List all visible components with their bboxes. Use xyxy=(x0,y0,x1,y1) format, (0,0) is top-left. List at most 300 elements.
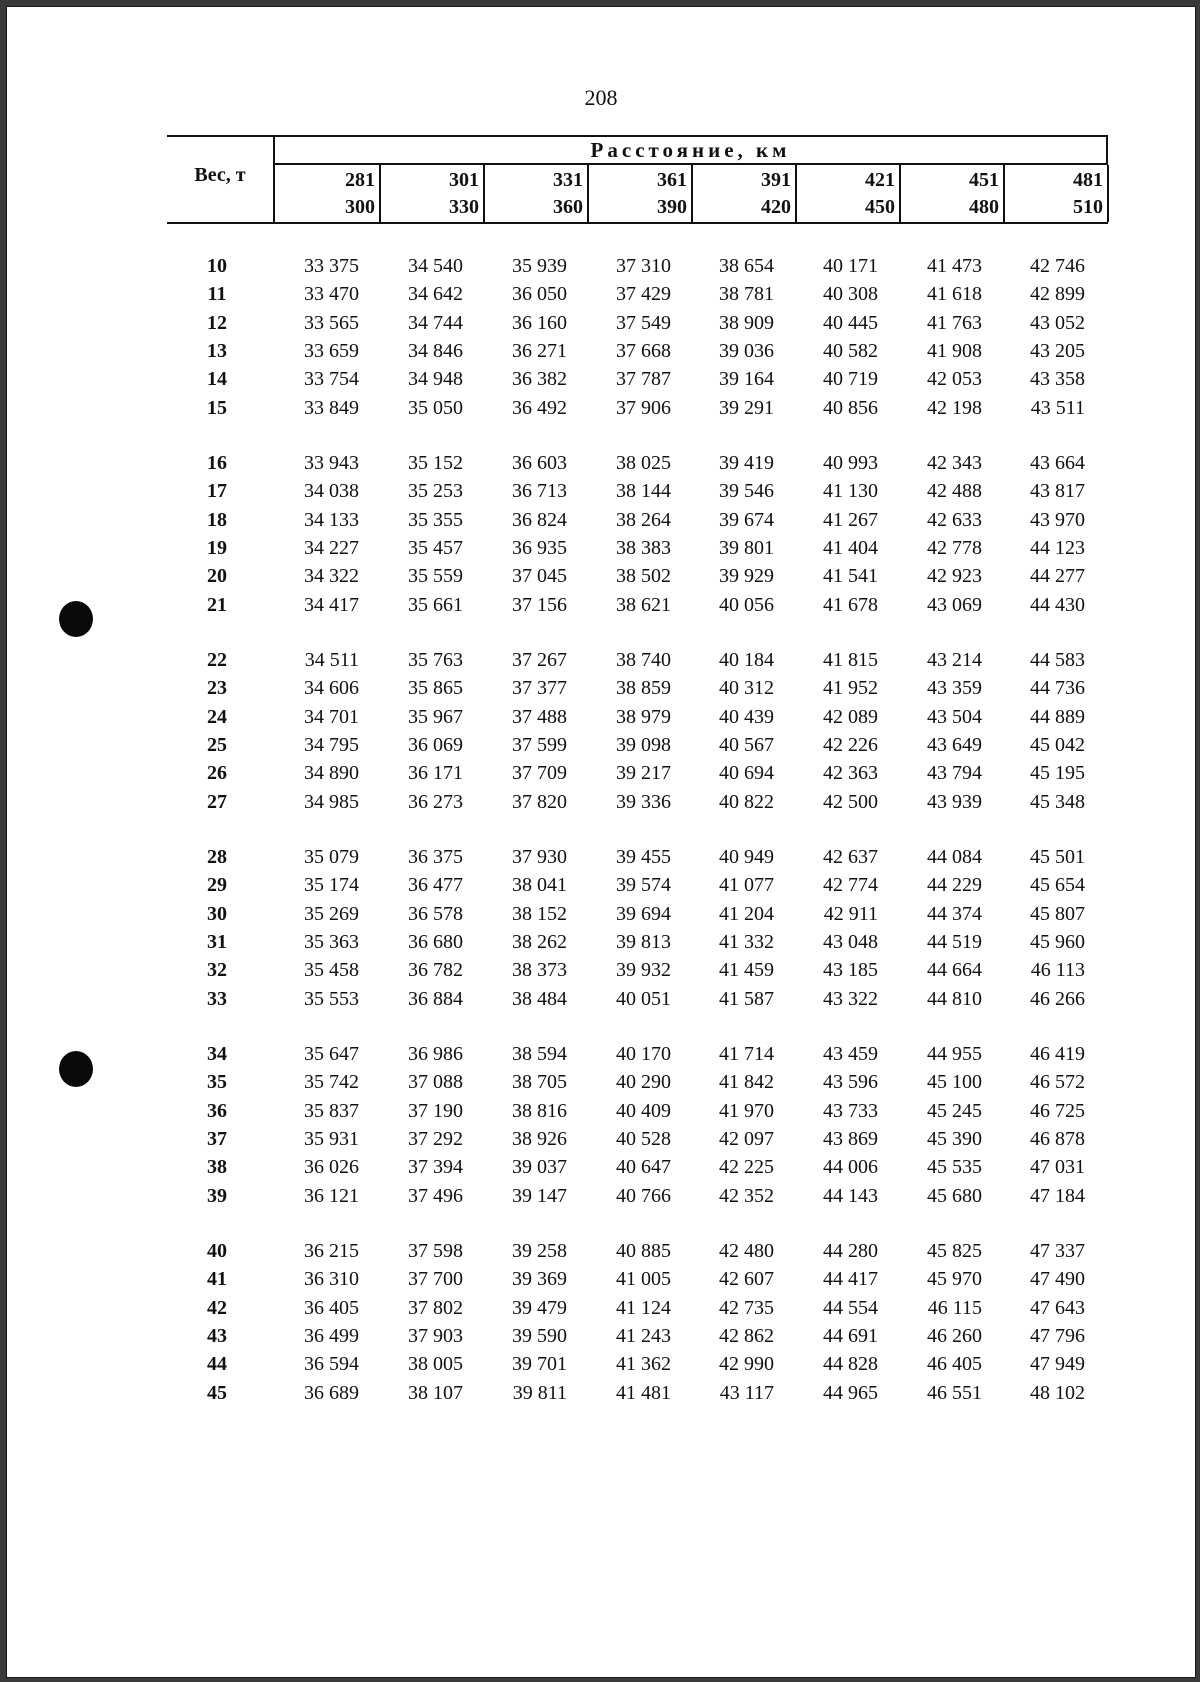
table-row xyxy=(7,283,1195,310)
value-cell: 37 802 xyxy=(408,1296,463,1319)
value-cell: 45 825 xyxy=(927,1240,982,1262)
value-cell: 36 171 xyxy=(408,762,463,785)
value-cell: 38 781 xyxy=(719,283,774,306)
table-row xyxy=(7,931,1195,958)
value-cell: 38 502 xyxy=(616,565,671,588)
value-cell: 39 694 xyxy=(616,902,671,925)
value-cell: 36 594 xyxy=(304,1353,359,1376)
value-cell: 37 709 xyxy=(512,762,567,785)
value-cell: 36 405 xyxy=(304,1296,359,1319)
value-cell: 35 647 xyxy=(304,1043,359,1065)
value-cell: 38 005 xyxy=(408,1353,463,1376)
value-cell: 36 382 xyxy=(512,368,567,391)
value-cell: 42 500 xyxy=(823,790,878,813)
table-row xyxy=(7,649,1195,676)
value-cell: 36 603 xyxy=(512,452,567,474)
value-cell: 42 089 xyxy=(823,705,878,728)
value-cell: 41 618 xyxy=(927,283,982,306)
value-cell: 38 041 xyxy=(512,874,567,897)
value-cell: 38 373 xyxy=(512,959,567,982)
table-row xyxy=(7,1128,1195,1155)
value-cell: 34 701 xyxy=(304,705,359,728)
weight-cell: 40 xyxy=(207,1240,227,1262)
value-cell: 40 885 xyxy=(616,1240,671,1262)
value-cell: 43 117 xyxy=(719,1381,774,1404)
weight-cell: 12 xyxy=(207,311,227,334)
range-from: 391 xyxy=(761,169,791,191)
range-to: 450 xyxy=(865,196,895,218)
value-cell: 39 036 xyxy=(719,339,774,362)
value-cell: 39 455 xyxy=(616,846,671,868)
value-cell: 41 481 xyxy=(616,1381,671,1404)
value-cell: 34 890 xyxy=(304,762,359,785)
range-to: 480 xyxy=(969,196,999,218)
value-cell: 44 430 xyxy=(1030,593,1085,616)
value-cell: 41 267 xyxy=(823,508,878,531)
table-row xyxy=(7,677,1195,704)
range-from: 331 xyxy=(553,169,583,191)
table-row xyxy=(7,537,1195,564)
value-cell: 43 939 xyxy=(927,790,982,813)
weight-column-label: Вес, т xyxy=(194,164,246,186)
value-cell: 40 647 xyxy=(616,1156,671,1179)
value-cell: 40 567 xyxy=(719,733,774,756)
value-cell: 41 077 xyxy=(719,874,774,897)
table-row xyxy=(7,1100,1195,1127)
value-cell: 38 654 xyxy=(719,255,774,277)
value-cell: 36 689 xyxy=(304,1381,359,1404)
value-cell: 43 214 xyxy=(927,649,982,671)
value-cell: 45 807 xyxy=(1030,902,1085,925)
value-cell: 36 271 xyxy=(512,339,567,362)
value-cell: 42 352 xyxy=(719,1184,774,1207)
value-cell: 34 985 xyxy=(304,790,359,813)
weight-cell: 18 xyxy=(207,508,227,531)
value-cell: 35 152 xyxy=(408,452,463,474)
value-cell: 41 473 xyxy=(927,255,982,277)
value-cell: 46 878 xyxy=(1030,1127,1085,1150)
value-cell: 47 184 xyxy=(1030,1184,1085,1207)
range-to: 360 xyxy=(553,196,583,218)
value-cell: 41 678 xyxy=(823,593,878,616)
value-cell: 45 195 xyxy=(1030,762,1085,785)
value-cell: 42 607 xyxy=(719,1268,774,1291)
weight-cell: 39 xyxy=(207,1184,227,1207)
value-cell: 37 930 xyxy=(512,846,567,868)
value-cell: 38 484 xyxy=(512,987,567,1010)
value-cell: 38 979 xyxy=(616,705,671,728)
value-cell: 42 911 xyxy=(823,902,878,925)
value-cell: 36 273 xyxy=(408,790,463,813)
value-cell: 36 477 xyxy=(408,874,463,897)
value-cell: 38 383 xyxy=(616,536,671,559)
value-cell: 47 490 xyxy=(1030,1268,1085,1291)
value-cell: 45 960 xyxy=(1030,930,1085,953)
value-cell: 41 842 xyxy=(719,1071,774,1094)
value-cell: 36 026 xyxy=(304,1156,359,1179)
value-cell: 40 445 xyxy=(823,311,878,334)
value-cell: 45 348 xyxy=(1030,790,1085,813)
value-cell: 41 204 xyxy=(719,902,774,925)
value-cell: 38 025 xyxy=(616,452,671,474)
value-cell: 44 554 xyxy=(823,1296,878,1319)
value-cell: 38 152 xyxy=(512,902,567,925)
value-cell: 44 143 xyxy=(823,1184,878,1207)
value-cell: 39 932 xyxy=(616,959,671,982)
value-cell: 35 457 xyxy=(408,536,463,559)
value-cell: 36 160 xyxy=(512,311,567,334)
value-cell: 46 725 xyxy=(1030,1099,1085,1122)
value-cell: 40 171 xyxy=(823,255,878,277)
value-cell: 35 763 xyxy=(408,649,463,671)
table-row xyxy=(7,255,1195,282)
value-cell: 37 820 xyxy=(512,790,567,813)
weight-cell: 31 xyxy=(207,930,227,953)
value-cell: 44 374 xyxy=(927,902,982,925)
weight-cell: 26 xyxy=(207,762,227,785)
value-cell: 42 637 xyxy=(823,846,878,868)
value-cell: 35 939 xyxy=(512,255,567,277)
table-row xyxy=(7,1043,1195,1070)
value-cell: 37 310 xyxy=(616,255,671,277)
table-row xyxy=(7,988,1195,1015)
value-cell: 42 097 xyxy=(719,1127,774,1150)
value-cell: 37 156 xyxy=(512,593,567,616)
range-to: 390 xyxy=(657,196,687,218)
weight-cell: 15 xyxy=(207,396,227,419)
value-cell: 43 817 xyxy=(1030,480,1085,503)
value-cell: 40 439 xyxy=(719,705,774,728)
value-cell: 44 955 xyxy=(927,1043,982,1065)
weight-cell: 25 xyxy=(207,733,227,756)
value-cell: 34 322 xyxy=(304,565,359,588)
value-cell: 39 811 xyxy=(512,1381,567,1404)
value-cell: 40 409 xyxy=(616,1099,671,1122)
value-cell: 39 929 xyxy=(719,565,774,588)
value-cell: 38 144 xyxy=(616,480,671,503)
value-cell: 45 501 xyxy=(1030,846,1085,868)
value-cell: 46 572 xyxy=(1030,1071,1085,1094)
value-cell: 37 598 xyxy=(408,1240,463,1262)
value-cell: 42 862 xyxy=(719,1324,774,1347)
value-cell: 41 459 xyxy=(719,959,774,982)
value-cell: 39 336 xyxy=(616,790,671,813)
table-row xyxy=(7,734,1195,761)
value-cell: 44 123 xyxy=(1030,536,1085,559)
value-cell: 39 701 xyxy=(512,1353,567,1376)
value-cell: 37 787 xyxy=(616,368,671,391)
value-cell: 36 375 xyxy=(408,846,463,868)
value-cell: 41 005 xyxy=(616,1268,671,1291)
table-row xyxy=(7,565,1195,592)
value-cell: 46 113 xyxy=(1030,959,1085,982)
value-cell: 44 965 xyxy=(823,1381,878,1404)
value-cell: 40 766 xyxy=(616,1184,671,1207)
value-cell: 38 816 xyxy=(512,1099,567,1122)
table-row xyxy=(7,397,1195,424)
table-row xyxy=(7,903,1195,930)
table-row xyxy=(7,1297,1195,1324)
weight-cell: 22 xyxy=(207,649,227,671)
weight-cell: 11 xyxy=(207,283,227,306)
value-cell: 37 377 xyxy=(512,677,567,700)
value-cell: 43 052 xyxy=(1030,311,1085,334)
value-cell: 39 164 xyxy=(719,368,774,391)
weight-cell: 10 xyxy=(207,255,227,277)
table-row xyxy=(7,368,1195,395)
value-cell: 46 260 xyxy=(927,1324,982,1347)
weight-cell: 34 xyxy=(207,1043,227,1065)
value-cell: 45 535 xyxy=(927,1156,982,1179)
value-cell: 47 643 xyxy=(1030,1296,1085,1319)
range-from: 481 xyxy=(1073,169,1103,191)
value-cell: 34 606 xyxy=(304,677,359,700)
table-row xyxy=(7,846,1195,873)
document-page xyxy=(6,6,1196,1678)
value-cell: 38 926 xyxy=(512,1127,567,1150)
weight-cell: 33 xyxy=(207,987,227,1010)
value-cell: 37 700 xyxy=(408,1268,463,1291)
value-cell: 41 541 xyxy=(823,565,878,588)
value-cell: 34 948 xyxy=(408,368,463,391)
value-cell: 41 714 xyxy=(719,1043,774,1065)
value-cell: 35 865 xyxy=(408,677,463,700)
value-cell: 44 084 xyxy=(927,846,982,868)
value-cell: 35 269 xyxy=(304,902,359,925)
value-cell: 33 943 xyxy=(304,452,359,474)
value-cell: 40 822 xyxy=(719,790,774,813)
value-cell: 36 215 xyxy=(304,1240,359,1262)
value-cell: 35 050 xyxy=(408,396,463,419)
value-cell: 42 899 xyxy=(1030,283,1085,306)
value-cell: 37 488 xyxy=(512,705,567,728)
value-cell: 41 404 xyxy=(823,536,878,559)
value-cell: 41 763 xyxy=(927,311,982,334)
value-cell: 37 906 xyxy=(616,396,671,419)
value-cell: 43 511 xyxy=(1030,396,1085,419)
value-cell: 41 332 xyxy=(719,930,774,953)
value-cell: 40 051 xyxy=(616,987,671,1010)
value-cell: 43 869 xyxy=(823,1127,878,1150)
value-cell: 43 359 xyxy=(927,677,982,700)
value-cell: 38 621 xyxy=(616,593,671,616)
value-cell: 39 037 xyxy=(512,1156,567,1179)
weight-cell: 17 xyxy=(207,480,227,503)
value-cell: 37 668 xyxy=(616,339,671,362)
value-cell: 40 312 xyxy=(719,677,774,700)
range-to: 330 xyxy=(449,196,479,218)
value-cell: 40 949 xyxy=(719,846,774,868)
value-cell: 39 479 xyxy=(512,1296,567,1319)
table-row xyxy=(7,762,1195,789)
value-cell: 47 796 xyxy=(1030,1324,1085,1347)
value-cell: 34 540 xyxy=(408,255,463,277)
table-row xyxy=(7,1325,1195,1352)
value-cell: 46 266 xyxy=(1030,987,1085,1010)
value-cell: 44 664 xyxy=(927,959,982,982)
value-cell: 43 733 xyxy=(823,1099,878,1122)
value-cell: 40 719 xyxy=(823,368,878,391)
value-cell: 42 198 xyxy=(927,396,982,419)
value-cell: 39 258 xyxy=(512,1240,567,1262)
value-cell: 41 130 xyxy=(823,480,878,503)
value-cell: 40 056 xyxy=(719,593,774,616)
value-cell: 44 889 xyxy=(1030,705,1085,728)
weight-cell: 38 xyxy=(207,1156,227,1179)
weight-cell: 14 xyxy=(207,368,227,391)
value-cell: 42 225 xyxy=(719,1156,774,1179)
table-row xyxy=(7,340,1195,367)
value-cell: 41 952 xyxy=(823,677,878,700)
value-cell: 42 923 xyxy=(927,565,982,588)
value-cell: 34 744 xyxy=(408,311,463,334)
range-to: 510 xyxy=(1073,196,1103,218)
table-row xyxy=(7,1156,1195,1183)
value-cell: 41 362 xyxy=(616,1353,671,1376)
value-cell: 43 794 xyxy=(927,762,982,785)
value-cell: 43 185 xyxy=(823,959,878,982)
distance-header-title: Расстояние, км xyxy=(275,137,1108,165)
value-cell: 37 549 xyxy=(616,311,671,334)
value-cell: 36 499 xyxy=(304,1324,359,1347)
weight-cell: 44 xyxy=(207,1353,227,1376)
table-row xyxy=(7,452,1195,479)
value-cell: 33 659 xyxy=(304,339,359,362)
value-cell: 42 480 xyxy=(719,1240,774,1262)
value-cell: 45 680 xyxy=(927,1184,982,1207)
value-cell: 39 291 xyxy=(719,396,774,419)
value-cell: 44 828 xyxy=(823,1353,878,1376)
value-cell: 42 226 xyxy=(823,733,878,756)
value-cell: 34 511 xyxy=(304,649,359,671)
value-cell: 36 935 xyxy=(512,536,567,559)
value-cell: 43 596 xyxy=(823,1071,878,1094)
value-cell: 42 735 xyxy=(719,1296,774,1319)
value-cell: 35 837 xyxy=(304,1099,359,1122)
value-cell: 35 174 xyxy=(304,874,359,897)
value-cell: 34 227 xyxy=(304,536,359,559)
value-cell: 39 674 xyxy=(719,508,774,531)
value-cell: 33 849 xyxy=(304,396,359,419)
value-cell: 34 642 xyxy=(408,283,463,306)
table-row xyxy=(7,1240,1195,1267)
value-cell: 40 308 xyxy=(823,283,878,306)
value-cell: 43 649 xyxy=(927,733,982,756)
value-cell: 40 290 xyxy=(616,1071,671,1094)
value-cell: 44 229 xyxy=(927,874,982,897)
value-cell: 43 048 xyxy=(823,930,878,953)
tariff-table-body xyxy=(7,7,1195,1677)
value-cell: 39 801 xyxy=(719,536,774,559)
value-cell: 47 337 xyxy=(1030,1240,1085,1262)
value-cell: 39 813 xyxy=(616,930,671,953)
value-cell: 42 053 xyxy=(927,368,982,391)
value-cell: 44 006 xyxy=(823,1156,878,1179)
table-row xyxy=(7,706,1195,733)
value-cell: 38 705 xyxy=(512,1071,567,1094)
table-row xyxy=(7,1071,1195,1098)
weight-cell: 45 xyxy=(207,1381,227,1404)
value-cell: 43 970 xyxy=(1030,508,1085,531)
value-cell: 38 859 xyxy=(616,677,671,700)
value-cell: 38 264 xyxy=(616,508,671,531)
table-row xyxy=(7,959,1195,986)
value-cell: 43 504 xyxy=(927,705,982,728)
value-cell: 36 578 xyxy=(408,902,463,925)
value-cell: 42 488 xyxy=(927,480,982,503)
range-from: 361 xyxy=(657,169,687,191)
value-cell: 44 280 xyxy=(823,1240,878,1262)
weight-cell: 37 xyxy=(207,1127,227,1150)
value-cell: 48 102 xyxy=(1030,1381,1085,1404)
weight-cell: 28 xyxy=(207,846,227,868)
value-cell: 39 590 xyxy=(512,1324,567,1347)
value-cell: 37 190 xyxy=(408,1099,463,1122)
table-row xyxy=(7,1353,1195,1380)
value-cell: 41 970 xyxy=(719,1099,774,1122)
value-cell: 34 795 xyxy=(304,733,359,756)
weight-cell: 35 xyxy=(207,1071,227,1094)
value-cell: 33 375 xyxy=(304,255,359,277)
value-cell: 40 993 xyxy=(823,452,878,474)
value-cell: 46 115 xyxy=(927,1296,982,1319)
weight-cell: 19 xyxy=(207,536,227,559)
weight-cell: 36 xyxy=(207,1099,227,1122)
value-cell: 34 417 xyxy=(304,593,359,616)
value-cell: 37 088 xyxy=(408,1071,463,1094)
value-cell: 36 310 xyxy=(304,1268,359,1291)
value-cell: 41 124 xyxy=(616,1296,671,1319)
value-cell: 36 492 xyxy=(512,396,567,419)
value-cell: 35 363 xyxy=(304,930,359,953)
weight-cell: 16 xyxy=(207,452,227,474)
value-cell: 45 970 xyxy=(927,1268,982,1291)
table-row xyxy=(7,791,1195,818)
value-cell: 37 599 xyxy=(512,733,567,756)
value-cell: 42 990 xyxy=(719,1353,774,1376)
value-cell: 40 184 xyxy=(719,649,774,671)
range-from: 281 xyxy=(345,169,375,191)
value-cell: 44 417 xyxy=(823,1268,878,1291)
value-cell: 37 429 xyxy=(616,283,671,306)
value-cell: 33 565 xyxy=(304,311,359,334)
table-row xyxy=(7,1382,1195,1409)
table-row xyxy=(7,509,1195,536)
value-cell: 45 245 xyxy=(927,1099,982,1122)
value-cell: 37 496 xyxy=(408,1184,463,1207)
value-cell: 33 754 xyxy=(304,368,359,391)
value-cell: 34 133 xyxy=(304,508,359,531)
value-cell: 36 824 xyxy=(512,508,567,531)
table-row xyxy=(7,1268,1195,1295)
weight-cell: 42 xyxy=(207,1296,227,1319)
value-cell: 40 170 xyxy=(616,1043,671,1065)
weight-cell: 13 xyxy=(207,339,227,362)
value-cell: 36 713 xyxy=(512,480,567,503)
value-cell: 39 369 xyxy=(512,1268,567,1291)
value-cell: 44 736 xyxy=(1030,677,1085,700)
weight-cell: 24 xyxy=(207,705,227,728)
weight-cell: 27 xyxy=(207,790,227,813)
value-cell: 34 038 xyxy=(304,480,359,503)
value-cell: 42 343 xyxy=(927,452,982,474)
value-cell: 38 594 xyxy=(512,1043,567,1065)
value-cell: 35 661 xyxy=(408,593,463,616)
value-cell: 37 292 xyxy=(408,1127,463,1150)
value-cell: 41 243 xyxy=(616,1324,671,1347)
value-cell: 34 846 xyxy=(408,339,463,362)
value-cell: 36 986 xyxy=(408,1043,463,1065)
